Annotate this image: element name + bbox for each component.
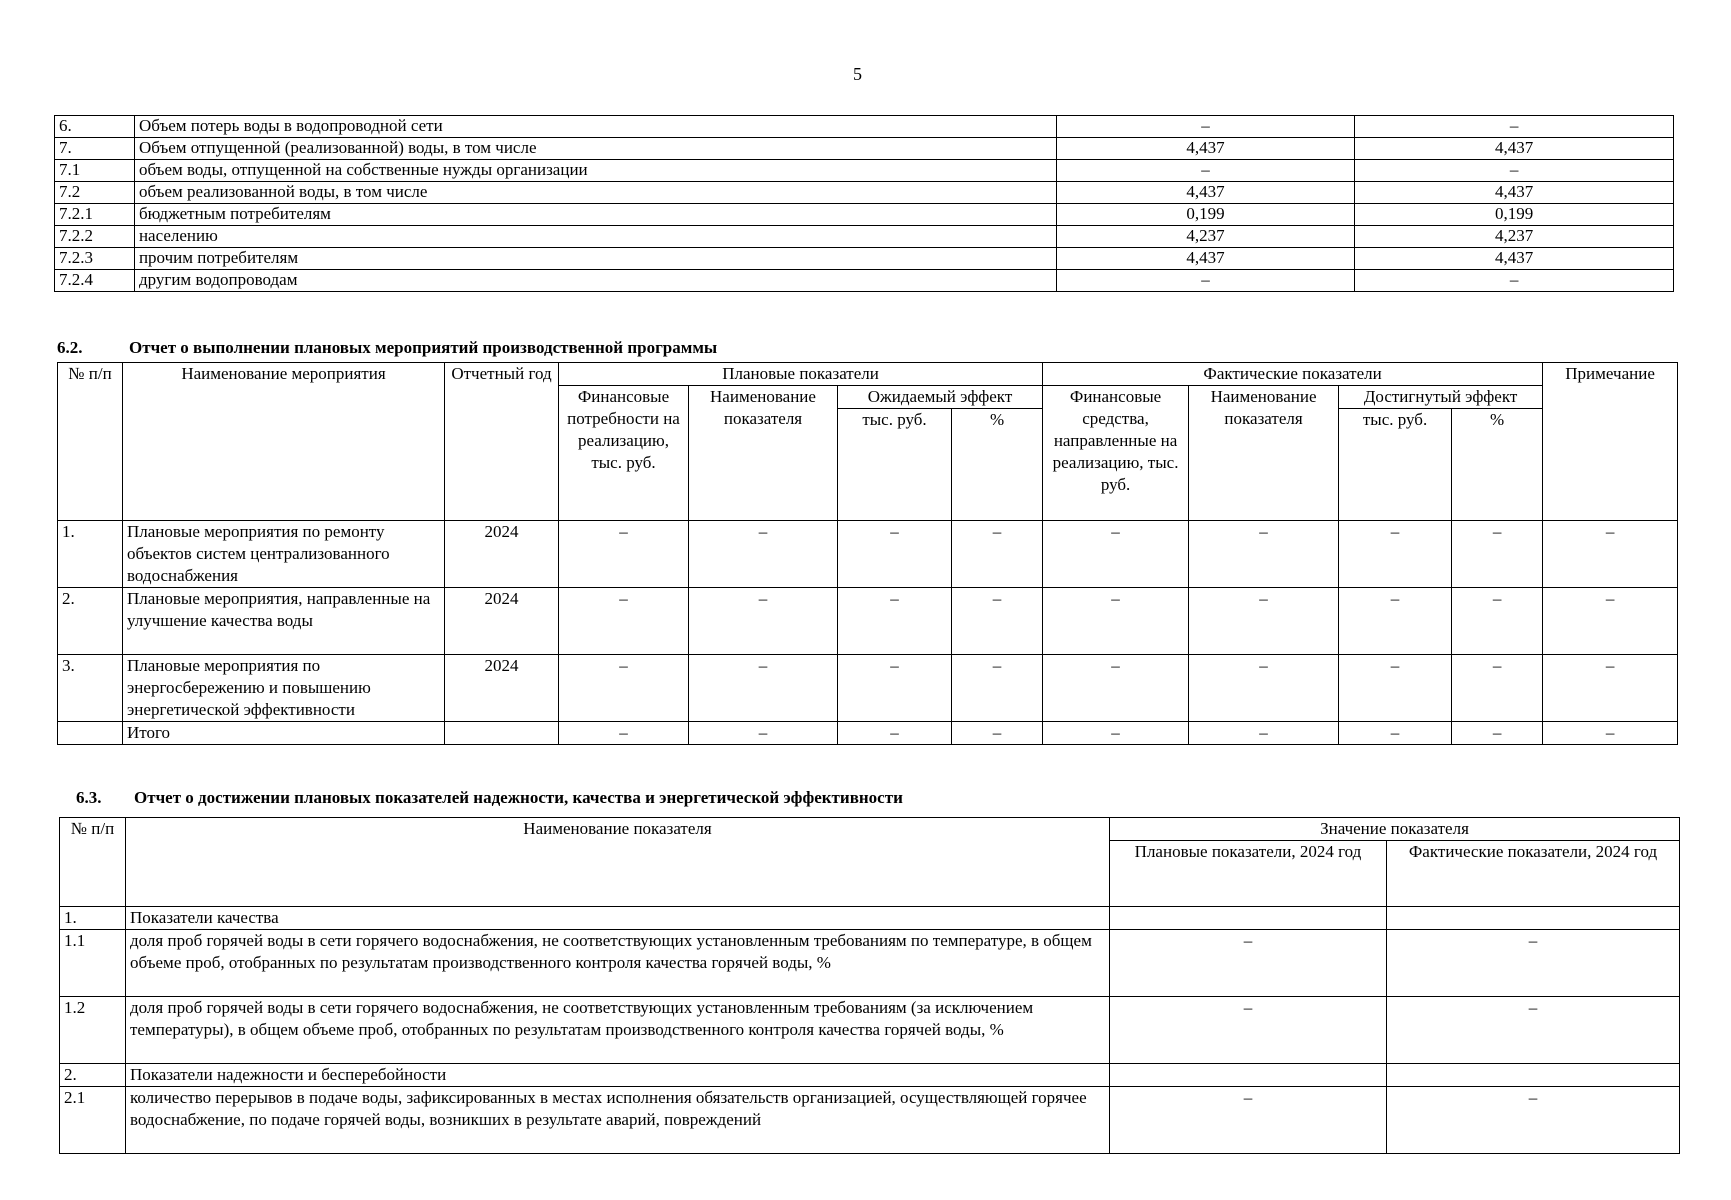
section-6-2-text: Отчет о выполнении плановых мероприятий производственной программы xyxy=(129,338,718,357)
row-year: 2024 xyxy=(445,588,559,655)
row-dash-value: – xyxy=(838,521,952,588)
row-plan-value: – xyxy=(1056,270,1355,292)
plan-pct-header: % xyxy=(952,409,1043,521)
row-fact-value: – xyxy=(1355,160,1674,182)
row-dash-value: – xyxy=(559,655,689,722)
row-number: 2. xyxy=(60,1064,126,1087)
row-dash-value: – xyxy=(838,588,952,655)
table-row xyxy=(60,930,1680,997)
row-dash-value: – xyxy=(689,655,838,722)
table-row xyxy=(55,204,1674,226)
fact-ind-header: Наименование показателя xyxy=(1189,386,1339,521)
row-plan-value: 4,237 xyxy=(1056,226,1355,248)
row-dash-value: – xyxy=(1452,588,1543,655)
fact-group-header: Фактические показатели xyxy=(1043,363,1543,386)
row-dash-value: – xyxy=(559,521,689,588)
t3-name-header: Наименование показателя xyxy=(126,818,1110,907)
row-number: 1.2 xyxy=(60,997,126,1064)
fact-fin-header: Финансовые средства, направленные на реализацию, тыс. руб. xyxy=(1043,386,1189,521)
row-dash-value: – xyxy=(1189,521,1339,588)
t3-value-group-header: Значение показателя xyxy=(1110,818,1680,841)
row-fact-value: – xyxy=(1387,1087,1680,1154)
row-name: прочим потребителям xyxy=(134,248,1056,270)
table-row xyxy=(60,907,1680,930)
total-dash-value: – xyxy=(1043,722,1189,745)
row-fact-value: – xyxy=(1355,270,1674,292)
row-name: Плановые мероприятия, направленные на улучшение качества воды xyxy=(123,588,445,655)
section-6-3-number: 6.3. xyxy=(76,788,102,807)
row-dash-value: – xyxy=(1189,655,1339,722)
row-dash-value: – xyxy=(952,655,1043,722)
row-dash-value: – xyxy=(689,588,838,655)
fact-effect-header: Достигнутый эффект xyxy=(1339,386,1543,409)
row-plan-value xyxy=(1110,907,1387,930)
col-name-header: Наименование мероприятия xyxy=(123,363,445,521)
reliability-indicators-table-body xyxy=(60,907,1680,1154)
fact-rub-header: тыс. руб. xyxy=(1339,409,1452,521)
total-label: Итого xyxy=(123,722,445,745)
row-name: Показатели надежности и бесперебойности xyxy=(126,1064,1110,1087)
row-dash-value: – xyxy=(1043,588,1189,655)
row-number: 1. xyxy=(58,521,123,588)
row-fact-value: 4,437 xyxy=(1355,248,1674,270)
row-fact-value: – xyxy=(1355,116,1674,138)
table-row xyxy=(55,270,1674,292)
row-number: 7.2.3 xyxy=(55,248,135,270)
total-dash-value: – xyxy=(1543,722,1678,745)
t3-plan-header: Плановые показатели, 2024 год xyxy=(1110,841,1387,907)
t3-fact-header: Фактические показатели, 2024 год xyxy=(1387,841,1680,907)
row-dash-value: – xyxy=(952,521,1043,588)
row-number: 7. xyxy=(55,138,135,160)
row-fact-value xyxy=(1387,907,1680,930)
plan-effect-header: Ожидаемый эффект xyxy=(838,386,1043,409)
row-fact-value xyxy=(1387,1064,1680,1087)
table-row xyxy=(55,226,1674,248)
row-name: Объем отпущенной (реализованной) воды, в том числе xyxy=(134,138,1056,160)
row-dash-value: – xyxy=(559,588,689,655)
row-plan-value: – xyxy=(1110,1087,1387,1154)
table-row xyxy=(60,1087,1680,1154)
row-name: объем воды, отпущенной на собственные нужды организации xyxy=(134,160,1056,182)
planned-measures-table-body xyxy=(58,521,1678,745)
row-dash-value: – xyxy=(1043,521,1189,588)
row-name: другим водопроводам xyxy=(134,270,1056,292)
row-plan-value: 4,437 xyxy=(1056,138,1355,160)
row-dash-value: – xyxy=(1339,521,1452,588)
total-dash-value: – xyxy=(952,722,1043,745)
row-plan-value: – xyxy=(1056,160,1355,182)
row-dash-value: – xyxy=(1339,588,1452,655)
water-volume-table-body xyxy=(55,116,1674,292)
t3-num-header: № п/п xyxy=(60,818,126,907)
table-row xyxy=(55,138,1674,160)
planned-measures-table xyxy=(57,362,1678,745)
row-number: 7.2.1 xyxy=(55,204,135,226)
fact-pct-header: % xyxy=(1452,409,1543,521)
row-name: Объем потерь воды в водопроводной сети xyxy=(134,116,1056,138)
row-dash-value: – xyxy=(1452,655,1543,722)
section-6-2-title xyxy=(57,338,717,358)
section-6-3-text: Отчет о достижении плановых показателей надежности, качества и энергетической эффективности xyxy=(134,788,903,807)
total-row xyxy=(58,722,1678,745)
row-number: 7.1 xyxy=(55,160,135,182)
row-year: 2024 xyxy=(445,521,559,588)
row-number: 7.2 xyxy=(55,182,135,204)
row-name: Плановые мероприятия по ремонту объектов систем централизованного водоснабжения xyxy=(123,521,445,588)
row-number: 6. xyxy=(55,116,135,138)
row-plan-value: 4,437 xyxy=(1056,248,1355,270)
row-dash-value: – xyxy=(1043,655,1189,722)
total-dash-value: – xyxy=(1339,722,1452,745)
row-name: Плановые мероприятия по энергосбережению и повышению энергетической эффективности xyxy=(123,655,445,722)
row-dash-value: – xyxy=(1543,655,1678,722)
table-row xyxy=(55,248,1674,270)
row-dash-value: – xyxy=(689,521,838,588)
total-dash-value: – xyxy=(559,722,689,745)
table-row xyxy=(58,588,1678,655)
total-dash-value: – xyxy=(1452,722,1543,745)
row-dash-value: – xyxy=(1189,588,1339,655)
row-fact-value: 0,199 xyxy=(1355,204,1674,226)
row-number: 2.1 xyxy=(60,1087,126,1154)
table-row xyxy=(55,116,1674,138)
row-fact-value: – xyxy=(1387,930,1680,997)
total-dash-value: – xyxy=(689,722,838,745)
plan-fin-header: Финансовые потребности на реализацию, тыс. руб. xyxy=(559,386,689,521)
col-num-header: № п/п xyxy=(58,363,123,521)
table-row xyxy=(55,182,1674,204)
total-year-cell xyxy=(445,722,559,745)
plan-group-header: Плановые показатели xyxy=(559,363,1043,386)
table-row xyxy=(55,160,1674,182)
table-row xyxy=(58,655,1678,722)
row-fact-value: 4,437 xyxy=(1355,182,1674,204)
row-number: 7.2.2 xyxy=(55,226,135,248)
row-name: объем реализованной воды, в том числе xyxy=(134,182,1056,204)
row-name: населению xyxy=(134,226,1056,248)
row-dash-value: – xyxy=(1543,521,1678,588)
row-dash-value: – xyxy=(838,655,952,722)
row-dash-value: – xyxy=(1452,521,1543,588)
total-num-cell xyxy=(58,722,123,745)
row-plan-value: – xyxy=(1110,997,1387,1064)
row-name: Показатели качества xyxy=(126,907,1110,930)
row-name: количество перерывов в подаче воды, зафиксированных в местах исполнения обязательств организацией, осуществляющей горячее водоснабжение, по подаче горячей воды, возникших в результате аварий, повреждений xyxy=(126,1087,1110,1154)
row-dash-value: – xyxy=(1543,588,1678,655)
plan-rub-header: тыс. руб. xyxy=(838,409,952,521)
col-year-header: Отчетный год xyxy=(445,363,559,521)
row-plan-value xyxy=(1110,1064,1387,1087)
row-plan-value: 4,437 xyxy=(1056,182,1355,204)
row-number: 1.1 xyxy=(60,930,126,997)
row-name: доля проб горячей воды в сети горячего водоснабжения, не соответствующих установленным требованиям (за исключением температуры), в общем объеме проб, отобранных по результатам производственного контроля качества горячей воды, % xyxy=(126,997,1110,1064)
row-plan-value: – xyxy=(1056,116,1355,138)
table-row xyxy=(58,521,1678,588)
page-number: 5 xyxy=(853,64,862,84)
section-6-2-number: 6.2. xyxy=(57,338,83,357)
section-6-3-title xyxy=(76,788,903,808)
row-name: бюджетным потребителям xyxy=(134,204,1056,226)
water-volume-table xyxy=(54,115,1674,292)
table-row xyxy=(60,1064,1680,1087)
row-number: 7.2.4 xyxy=(55,270,135,292)
row-dash-value: – xyxy=(1339,655,1452,722)
plan-ind-header: Наименование показателя xyxy=(689,386,838,521)
row-number: 3. xyxy=(58,655,123,722)
col-note-header: Примечание xyxy=(1543,363,1678,521)
row-number: 2. xyxy=(58,588,123,655)
table-row xyxy=(60,997,1680,1064)
total-dash-value: – xyxy=(838,722,952,745)
row-fact-value: 4,237 xyxy=(1355,226,1674,248)
row-dash-value: – xyxy=(952,588,1043,655)
row-number: 1. xyxy=(60,907,126,930)
row-fact-value: 4,437 xyxy=(1355,138,1674,160)
row-year: 2024 xyxy=(445,655,559,722)
row-name: доля проб горячей воды в сети горячего водоснабжения, не соответствующих установленным требованиям по температуре, в общем объеме проб, отобранных по результатам производственного контроля качества горячей воды, % xyxy=(126,930,1110,997)
row-plan-value: 0,199 xyxy=(1056,204,1355,226)
total-dash-value: – xyxy=(1189,722,1339,745)
row-plan-value: – xyxy=(1110,930,1387,997)
reliability-indicators-table xyxy=(59,817,1680,1154)
row-fact-value: – xyxy=(1387,997,1680,1064)
